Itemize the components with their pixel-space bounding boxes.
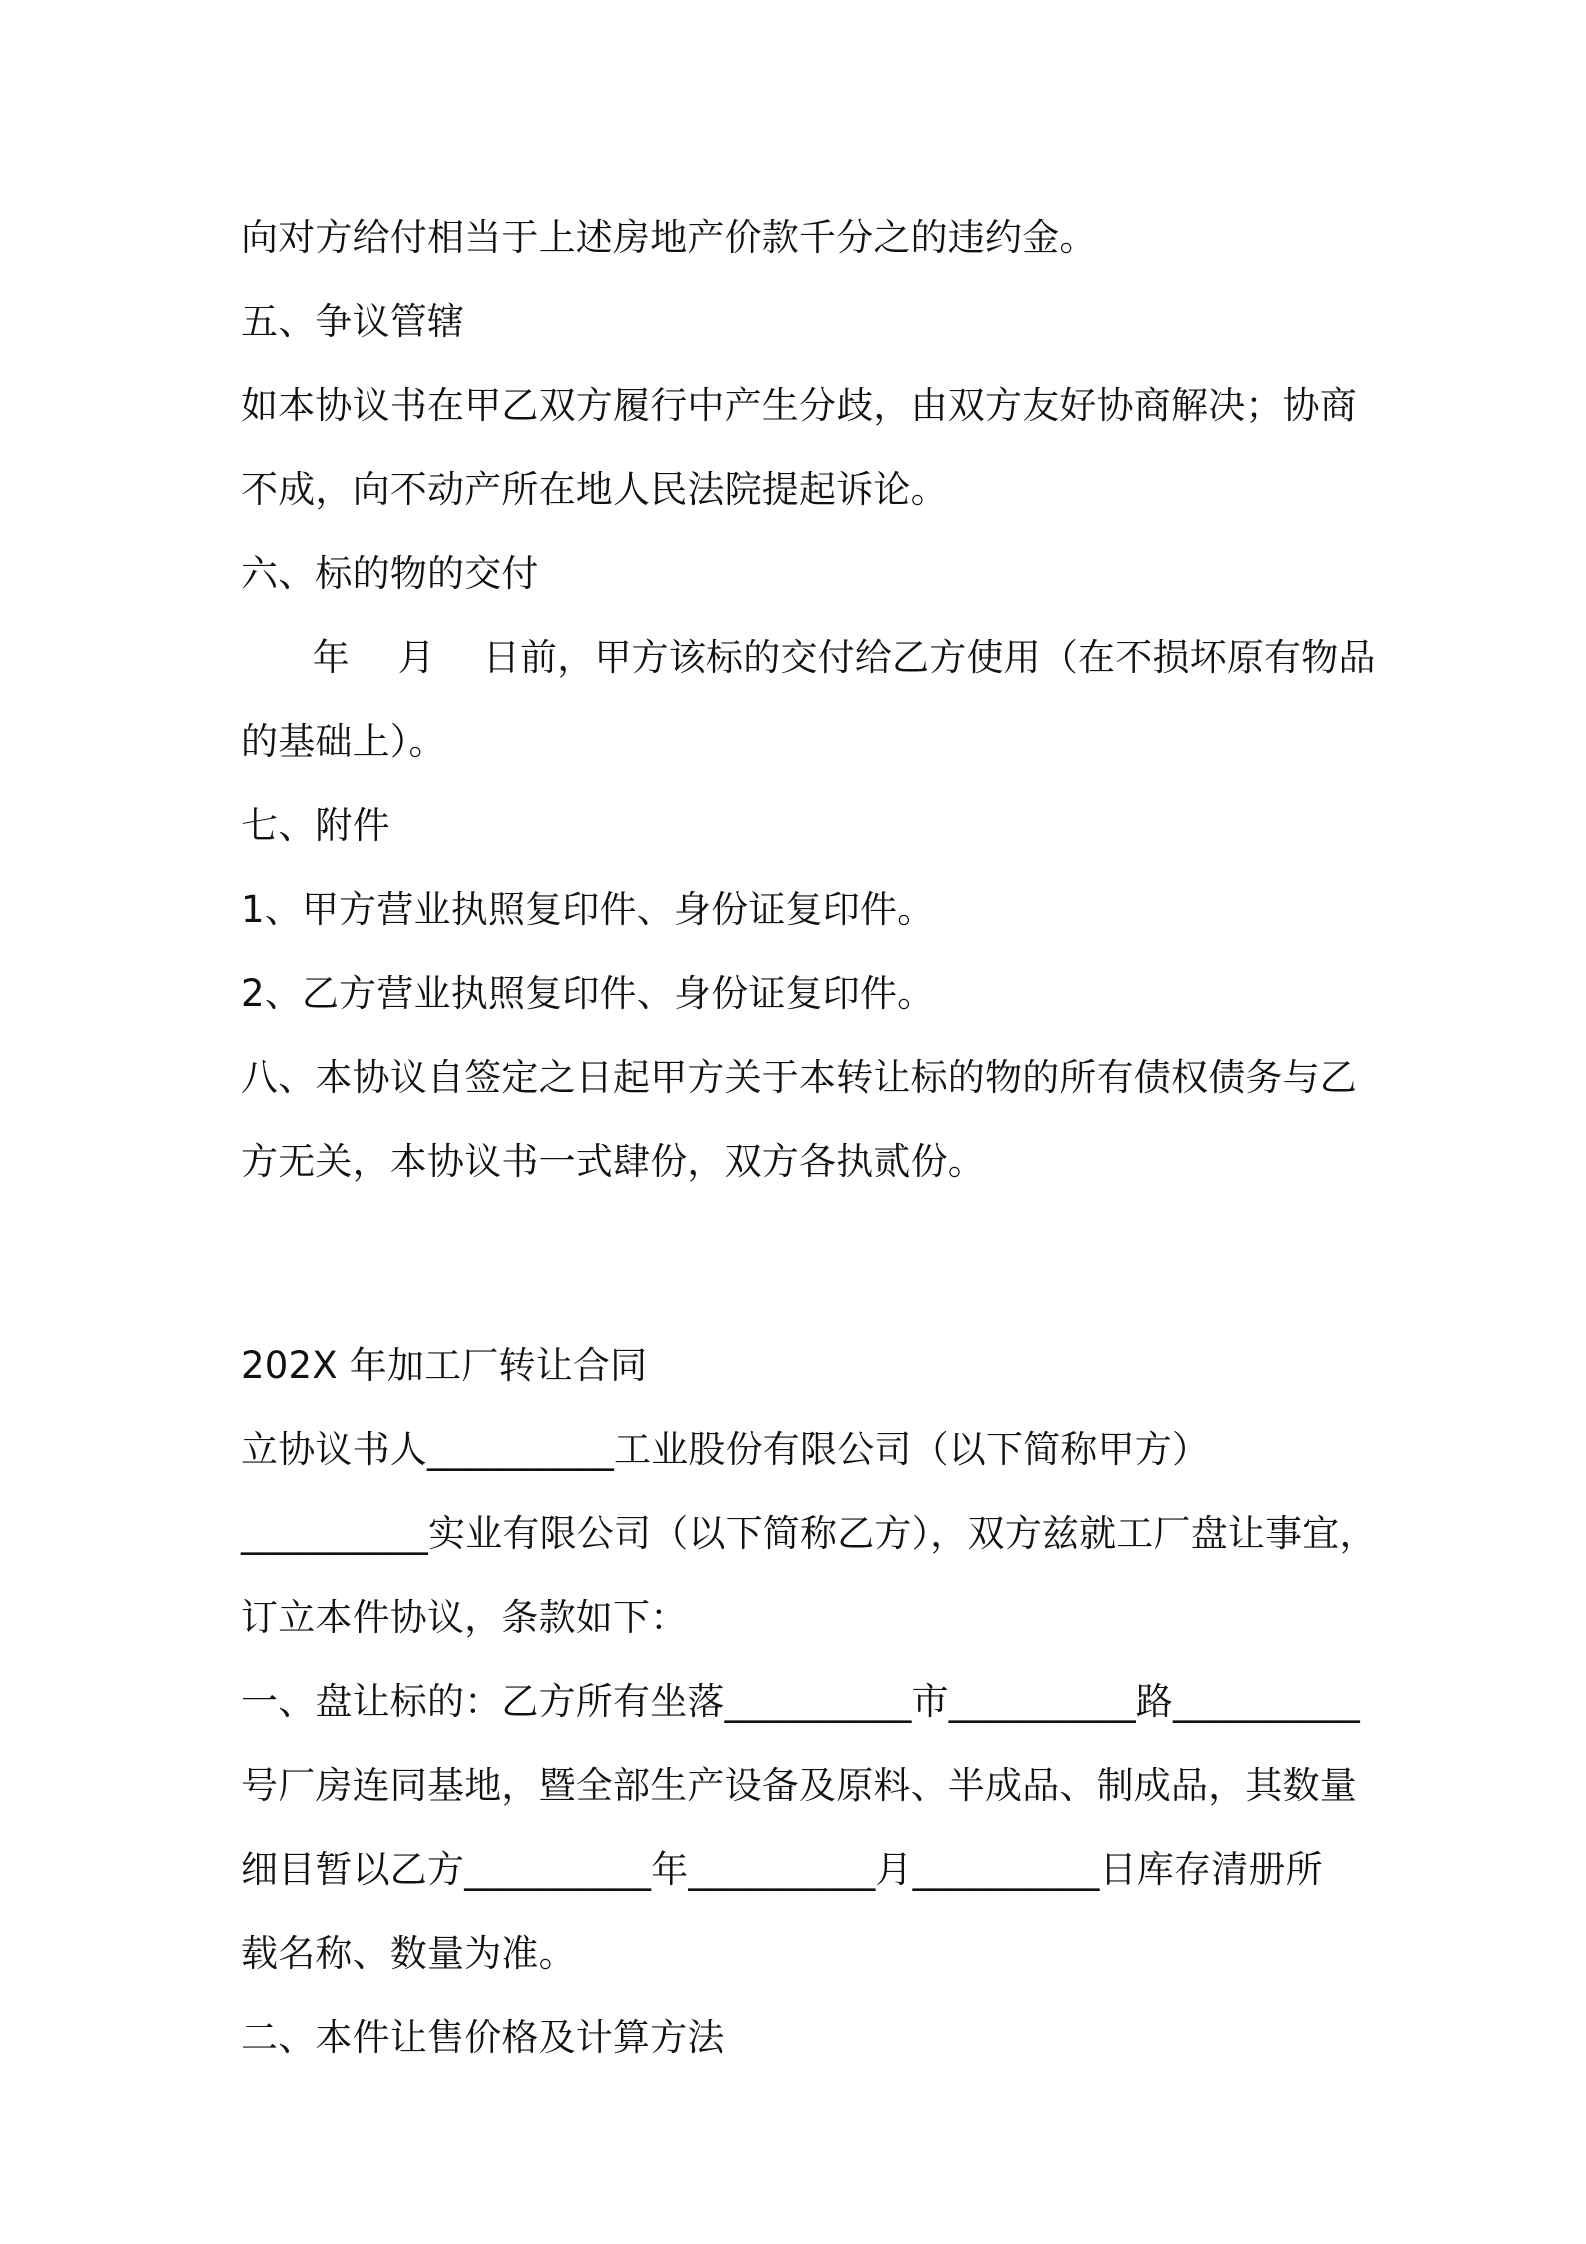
text-line-dispute-2: 不成，向不动产所在地人民法院提起诉论。: [241, 468, 948, 511]
text-line-subject-3: 细目暂以乙方__________年__________月__________日库存清册所: [241, 1848, 1323, 1891]
heading-attachments: 七、附件: [241, 804, 390, 847]
heading-delivery: 六、标的物的交付: [241, 552, 539, 595]
text-line-effective-2: 方无关，本协议书一式肆份，双方各执贰份。: [241, 1140, 985, 1183]
text-line-subject-2: 号厂房连同基地，暨全部生产设备及原料、半成品、制成品，其数量: [241, 1764, 1357, 1807]
document-title: 202X 年加工厂转让合同: [241, 1344, 648, 1387]
text-line-party-a: 立协议书人__________工业股份有限公司（以下简称甲方）: [241, 1428, 1210, 1471]
text-line-violation-fee: 向对方给付相当于上述房地产价款千分之的违约金。: [241, 216, 1097, 259]
text-line-effective-1: 八、本协议自签定之日起甲方关于本转让标的物的所有债权债务与乙: [241, 1056, 1357, 1099]
text-line-dispute-1: 如本协议书在甲乙双方履行中产生分歧，由双方友好协商解决；协商: [241, 384, 1357, 427]
text-line-attachment-2: 2、乙方营业执照复印件、身份证复印件。: [241, 972, 935, 1015]
heading-price-method: 二、本件让售价格及计算方法: [241, 2016, 725, 2059]
section-gap: [241, 1204, 1371, 1324]
text-line-attachment-1: 1、甲方营业执照复印件、身份证复印件。: [241, 888, 935, 931]
text-line-terms-intro: 订立本件协议，条款如下：: [241, 1596, 688, 1639]
text-line-party-b: __________实业有限公司（以下简称乙方），双方兹就工厂盘让事宜，: [241, 1512, 1377, 1555]
text-line-subject-1: 一、盘让标的：乙方所有坐落__________市__________路__________: [241, 1680, 1360, 1723]
text-line-subject-4: 载名称、数量为准。: [241, 1932, 576, 1975]
text-line-delivery-2: 的基础上）。: [241, 720, 446, 763]
text-line-delivery-1: 年 月 日前，甲方该标的交付给乙方使用（在不损坏原有物品: [241, 636, 1376, 679]
heading-dispute-jurisdiction: 五、争议管辖: [241, 300, 465, 343]
document-body: [241, 196, 1377, 2080]
